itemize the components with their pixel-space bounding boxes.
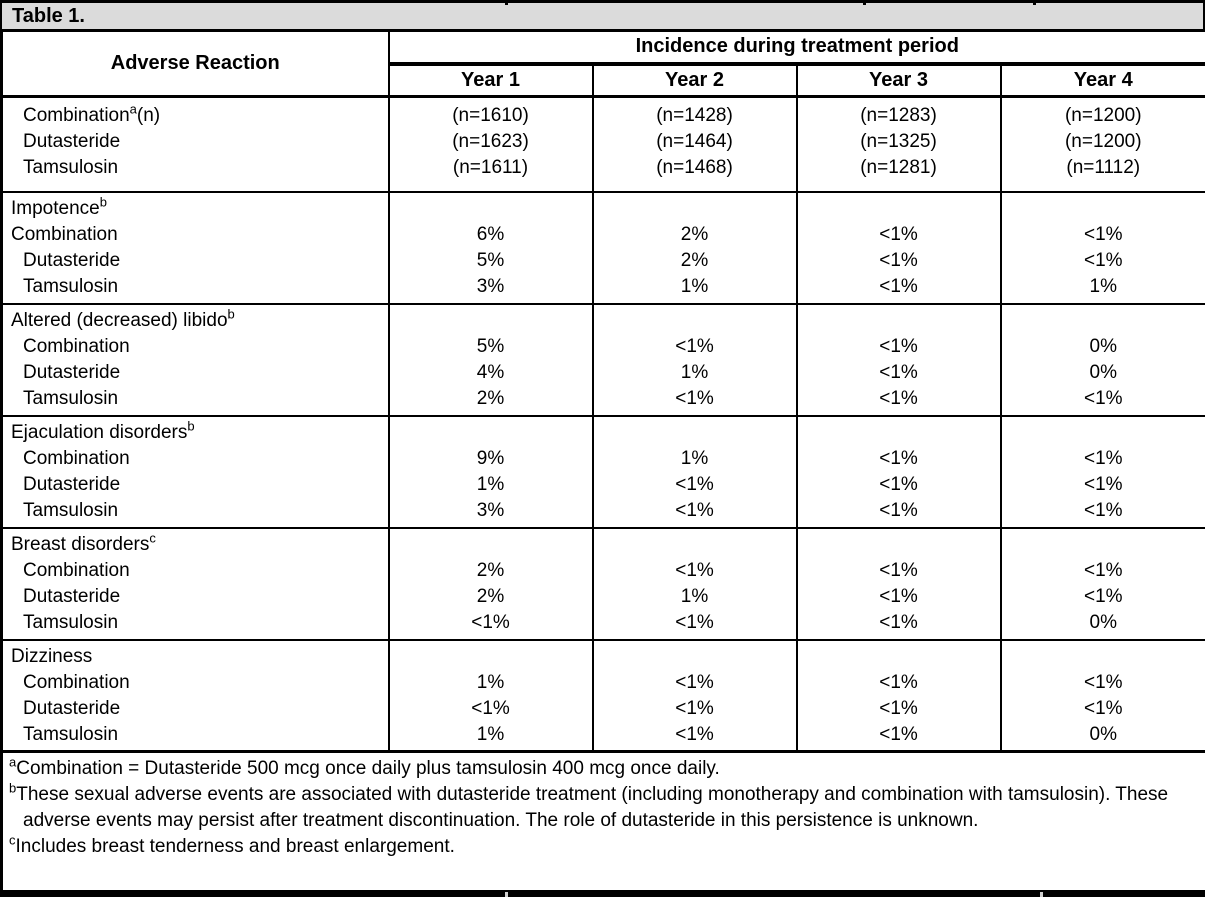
cell-value: (n=1112) — [1002, 155, 1205, 181]
row-label: Tamsulosin — [3, 155, 388, 181]
value-cell-year-3 — [797, 304, 1001, 416]
table-row-group-counts — [2, 97, 1205, 192]
spacer-line — [798, 196, 1000, 222]
spacer-line — [390, 420, 592, 446]
group-label-cell — [2, 97, 389, 192]
footnote-text: Includes breast tenderness and breast enlargement. — [16, 836, 455, 857]
group-label-cell — [2, 416, 389, 528]
footnote-marker: b — [9, 781, 16, 796]
footnote-marker: c — [9, 833, 16, 848]
cell-value: 1% — [1002, 274, 1205, 300]
cell-value: <1% — [1002, 558, 1205, 584]
group-title-text: Ejaculation disorders — [11, 422, 187, 443]
row-label: Dutasteride — [3, 129, 388, 155]
row-label: Tamsulosin — [3, 610, 388, 636]
adverse-reaction-table — [0, 29, 1205, 897]
cell-value: 1% — [390, 670, 592, 696]
span-header-incidence: Incidence during treatment period — [389, 31, 1205, 64]
row-label — [3, 103, 388, 129]
cell-value: 6% — [390, 222, 592, 248]
cell-value: (n=1428) — [594, 103, 796, 129]
table-title: Table 1. — [12, 5, 85, 28]
cell-value: 2% — [594, 248, 796, 274]
spacer-line — [1002, 196, 1205, 222]
cell-value: (n=1610) — [390, 103, 592, 129]
scan-artifact-gap — [1040, 892, 1043, 897]
scan-artifact-tick — [505, 0, 508, 5]
value-cell-year-2 — [593, 640, 797, 752]
cell-value: 0% — [1002, 334, 1205, 360]
cell-value: <1% — [1002, 222, 1205, 248]
footnote-c — [9, 834, 1197, 860]
cell-value: 0% — [1002, 360, 1205, 386]
group-title — [3, 644, 388, 670]
spacer-line — [798, 308, 1000, 334]
spacer-line — [1002, 532, 1205, 558]
scan-artifact-tick — [1033, 0, 1036, 5]
footnote-cell — [2, 752, 1205, 894]
spacer-line — [1002, 308, 1205, 334]
spacer-line — [1002, 644, 1205, 670]
cell-value: <1% — [594, 696, 796, 722]
cell-value: (n=1464) — [594, 129, 796, 155]
cell-value: <1% — [798, 584, 1000, 610]
cell-value: <1% — [798, 670, 1000, 696]
row-label: Tamsulosin — [3, 386, 388, 412]
table-row-group-impotence — [2, 192, 1205, 304]
cell-value: (n=1283) — [798, 103, 1000, 129]
footnote-text: Combination = Dutasteride 500 mcg once daily plus tamsulosin 400 mcg once daily. — [16, 758, 720, 779]
row-label: Combination — [3, 334, 388, 360]
cell-value: <1% — [798, 446, 1000, 472]
cell-value: 2% — [390, 584, 592, 610]
cell-value: (n=1623) — [390, 129, 592, 155]
value-cell-year-3 — [797, 97, 1001, 192]
cell-value: <1% — [798, 386, 1000, 412]
cell-value: <1% — [390, 610, 592, 636]
group-title-text: Breast disorders — [11, 534, 149, 555]
cell-value: (n=1468) — [594, 155, 796, 181]
value-cell-year-1 — [389, 192, 593, 304]
spacer-line — [390, 196, 592, 222]
cell-value: <1% — [798, 558, 1000, 584]
value-cell-year-4 — [1001, 528, 1205, 640]
value-cell-year-2 — [593, 97, 797, 192]
spacer-line — [798, 420, 1000, 446]
cell-value: 1% — [594, 584, 796, 610]
cell-value: <1% — [1002, 670, 1205, 696]
column-header-year-4: Year 4 — [1001, 64, 1205, 97]
cell-value: <1% — [1002, 472, 1205, 498]
cell-value: <1% — [798, 248, 1000, 274]
column-header-year-2: Year 2 — [593, 64, 797, 97]
value-cell-year-1 — [389, 416, 593, 528]
group-label-cell — [2, 192, 389, 304]
group-title — [3, 420, 388, 446]
footnote-marker: b — [100, 194, 107, 209]
cell-value: (n=1200) — [1002, 129, 1205, 155]
cell-value: 0% — [1002, 722, 1205, 748]
scan-artifact-tick — [863, 0, 866, 5]
group-title-text: Dizziness — [11, 646, 92, 667]
spacer-line — [594, 644, 796, 670]
footnote-b — [9, 782, 1197, 834]
row-label-suffix: (n) — [137, 105, 160, 126]
cell-value: 1% — [390, 472, 592, 498]
footnote-a — [9, 756, 1197, 782]
cell-value: 1% — [594, 446, 796, 472]
table-row-group-dizziness — [2, 640, 1205, 752]
cell-value: <1% — [798, 610, 1000, 636]
cell-value: <1% — [594, 498, 796, 524]
cell-value: <1% — [1002, 584, 1205, 610]
footnote-marker: c — [149, 530, 156, 545]
value-cell-year-2 — [593, 304, 797, 416]
spacer-line — [798, 644, 1000, 670]
row-label: Tamsulosin — [3, 722, 388, 748]
cell-value: <1% — [594, 472, 796, 498]
row-label: Combination — [3, 222, 388, 248]
cell-value: <1% — [798, 334, 1000, 360]
group-label-cell — [2, 528, 389, 640]
footnote-marker: a — [130, 102, 137, 117]
row-label: Dutasteride — [3, 696, 388, 722]
spacer-line — [594, 532, 796, 558]
group-label-cell — [2, 304, 389, 416]
cell-value: (n=1611) — [390, 155, 592, 181]
value-cell-year-3 — [797, 416, 1001, 528]
spacer-line — [390, 644, 592, 670]
value-cell-year-2 — [593, 416, 797, 528]
table-title-bar — [0, 0, 1205, 29]
cell-value: 3% — [390, 498, 592, 524]
cell-value: <1% — [594, 558, 796, 584]
footnote-marker: b — [187, 418, 194, 433]
value-cell-year-1 — [389, 640, 593, 752]
cell-value: (n=1281) — [798, 155, 1000, 181]
cell-value: 2% — [390, 558, 592, 584]
cell-value: 1% — [594, 360, 796, 386]
cell-value: 3% — [390, 274, 592, 300]
value-cell-year-1 — [389, 304, 593, 416]
footnote-row — [2, 752, 1205, 894]
footnote-marker: b — [228, 306, 235, 321]
footnote-marker: a — [9, 755, 16, 770]
value-cell-year-4 — [1001, 192, 1205, 304]
row-label: Combination — [3, 670, 388, 696]
table-row-group-libido — [2, 304, 1205, 416]
cell-value: <1% — [594, 386, 796, 412]
value-cell-year-1 — [389, 528, 593, 640]
cell-value: 2% — [390, 386, 592, 412]
cell-value: <1% — [594, 722, 796, 748]
value-cell-year-1 — [389, 97, 593, 192]
cell-value: <1% — [1002, 696, 1205, 722]
group-title-text: Impotence — [11, 198, 100, 219]
cell-value: <1% — [1002, 248, 1205, 274]
cell-value: <1% — [798, 722, 1000, 748]
group-title — [3, 308, 388, 334]
cell-value: <1% — [798, 222, 1000, 248]
row-label: Tamsulosin — [3, 274, 388, 300]
cell-value: <1% — [1002, 386, 1205, 412]
footnote-text: These sexual adverse events are associated with dutasteride treatment (including monotherapy and combination with tamsulosin). These adverse events may persist after treatment discontinuation. The role of dutasteride in this persistence is unknown. — [16, 784, 1168, 831]
cell-value: (n=1325) — [798, 129, 1000, 155]
value-cell-year-2 — [593, 192, 797, 304]
cell-value: 5% — [390, 248, 592, 274]
group-title — [3, 196, 388, 222]
value-cell-year-3 — [797, 528, 1001, 640]
cell-value: 0% — [1002, 610, 1205, 636]
value-cell-year-4 — [1001, 416, 1205, 528]
group-title — [3, 532, 388, 558]
cell-value: <1% — [594, 610, 796, 636]
cell-value: <1% — [1002, 498, 1205, 524]
spacer-line — [594, 420, 796, 446]
row-label-text: Combination — [23, 105, 130, 126]
cell-value: <1% — [798, 472, 1000, 498]
row-label: Combination — [3, 558, 388, 584]
row-label: Dutasteride — [3, 472, 388, 498]
value-cell-year-4 — [1001, 97, 1205, 192]
cell-value: 2% — [594, 222, 796, 248]
row-label: Tamsulosin — [3, 498, 388, 524]
row-label: Dutasteride — [3, 248, 388, 274]
group-label-cell — [2, 640, 389, 752]
cell-value: 1% — [594, 274, 796, 300]
cell-value: <1% — [390, 696, 592, 722]
cell-value: 5% — [390, 334, 592, 360]
column-header-year-3: Year 3 — [797, 64, 1001, 97]
cell-value: 9% — [390, 446, 592, 472]
cell-value: <1% — [798, 274, 1000, 300]
spacer-line — [594, 196, 796, 222]
scan-artifact-gap — [505, 892, 508, 897]
cell-value: 4% — [390, 360, 592, 386]
column-header-year-1: Year 1 — [389, 64, 593, 97]
cell-value: <1% — [798, 360, 1000, 386]
cell-value: <1% — [594, 334, 796, 360]
value-cell-year-4 — [1001, 304, 1205, 416]
cell-value: <1% — [798, 696, 1000, 722]
cell-value: 1% — [390, 722, 592, 748]
row-label: Dutasteride — [3, 360, 388, 386]
spacer-line — [390, 308, 592, 334]
row-label: Combination — [3, 446, 388, 472]
spacer-line — [798, 532, 1000, 558]
group-title-text: Altered (decreased) libido — [11, 310, 228, 331]
cell-value: (n=1200) — [1002, 103, 1205, 129]
cell-value: <1% — [594, 670, 796, 696]
value-cell-year-2 — [593, 528, 797, 640]
value-cell-year-3 — [797, 192, 1001, 304]
row-label: Dutasteride — [3, 584, 388, 610]
spacer-line — [594, 308, 796, 334]
header-row-incidence — [2, 31, 1205, 64]
value-cell-year-4 — [1001, 640, 1205, 752]
spacer-line — [1002, 420, 1205, 446]
table-row-group-ejaculation — [2, 416, 1205, 528]
table-row-group-breast — [2, 528, 1205, 640]
spacer-line — [390, 532, 592, 558]
column-header-adverse-reaction: Adverse Reaction — [2, 31, 389, 97]
cell-value: <1% — [1002, 446, 1205, 472]
value-cell-year-3 — [797, 640, 1001, 752]
cell-value: <1% — [798, 498, 1000, 524]
